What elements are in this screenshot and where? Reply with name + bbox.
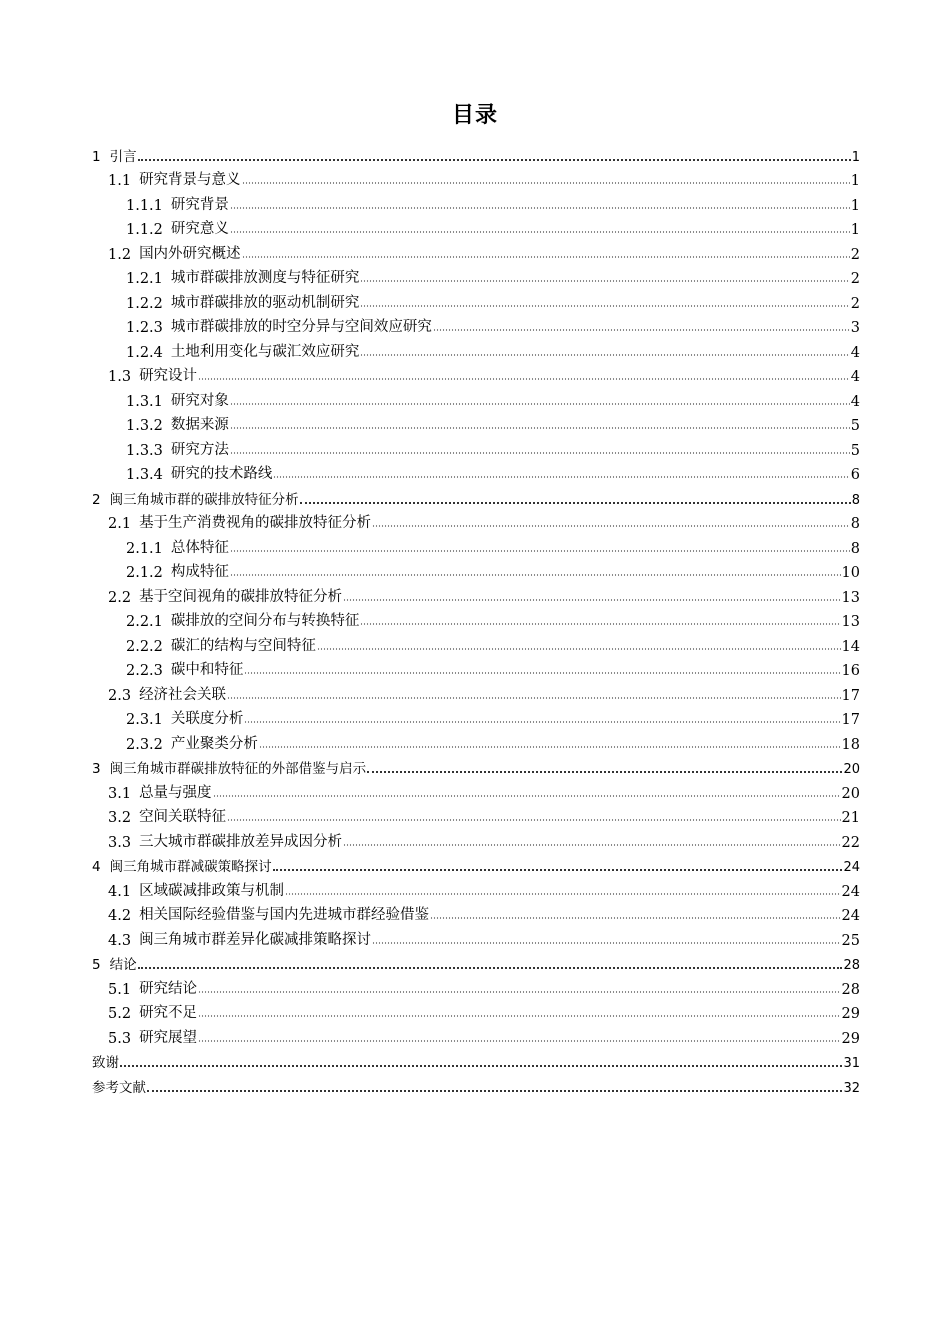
toc-entry[interactable] <box>92 410 860 435</box>
toc-entry-page: 20 <box>841 785 860 802</box>
toc-entry[interactable] <box>92 900 860 925</box>
toc-entry-number: 2 <box>92 491 101 508</box>
toc-entry-page: 4 <box>850 344 860 361</box>
toc-entry-title: 闽三角城市群的碳排放特征分析 <box>109 491 299 508</box>
toc-dot-leader <box>430 917 840 919</box>
toc-entry-title: 研究对象 <box>170 392 229 409</box>
toc-entry-page: 25 <box>841 932 860 949</box>
toc-entry-title: 研究的技术路线 <box>170 466 273 482</box>
toc-entry-page: 1 <box>850 222 860 238</box>
toc-entry[interactable] <box>92 826 860 851</box>
toc-entry-page: 16 <box>841 663 860 679</box>
toc-entry-number: 1.2.1 <box>126 271 163 287</box>
toc-entry[interactable] <box>92 973 860 998</box>
toc-entry-page: 2 <box>850 246 860 263</box>
toc-entry-number: 2.2.3 <box>126 663 163 679</box>
toc-entry-page: 1 <box>851 149 860 165</box>
toc-entry-number: 2.3 <box>108 687 132 704</box>
toc-entry-number: 2.1 <box>108 516 132 532</box>
toc-entry-title: 碳汇的结构与空间特征 <box>170 637 316 654</box>
toc-entry[interactable] <box>92 1047 860 1072</box>
toc-dot-leader <box>259 746 841 748</box>
table-of-contents <box>92 140 860 1096</box>
toc-dot-leader <box>360 623 840 625</box>
toc-entry-number: 3.1 <box>108 785 132 802</box>
toc-entry-page: 24 <box>841 883 860 900</box>
toc-entry-title: 产业聚类分析 <box>170 735 258 752</box>
toc-entry[interactable] <box>92 165 860 190</box>
toc-dot-leader <box>230 403 850 405</box>
toc-entry-title: 城市群碳排放测度与特征研究 <box>170 270 360 286</box>
toc-entry[interactable] <box>92 214 860 239</box>
toc-entry-number: 4 <box>92 859 101 875</box>
toc-entry-number: 1.1 <box>108 173 132 189</box>
toc-entry[interactable] <box>92 630 860 655</box>
toc-entry-number: 4.1 <box>108 883 132 900</box>
toc-entry-title: 三大城市群碳排放差异成因分析 <box>139 833 343 850</box>
toc-entry-title: 引言 <box>109 148 137 165</box>
toc-entry[interactable] <box>92 189 860 214</box>
toc-entry[interactable] <box>92 532 860 557</box>
toc-entry-title: 基于生产消费视角的碳排放特征分析 <box>139 515 372 531</box>
toc-entry-number: 2.3.2 <box>126 736 163 753</box>
toc-entry-page: 1 <box>850 197 860 214</box>
toc-entry-number: 3 <box>92 761 101 777</box>
toc-dot-leader <box>242 256 850 258</box>
toc-entry-page: 13 <box>841 589 860 606</box>
toc-entry-page: 17 <box>841 712 860 728</box>
toc-entry-title: 致谢 <box>92 1055 119 1071</box>
toc-entry[interactable] <box>92 459 860 484</box>
toc-entry-number: 4.3 <box>108 932 132 949</box>
toc-entry-number: 2.1.2 <box>126 565 163 581</box>
toc-entry-page: 5 <box>850 442 860 459</box>
toc-entry-title: 区域碳减排政策与机制 <box>139 882 285 899</box>
toc-entry[interactable] <box>92 434 860 459</box>
toc-dot-leader <box>273 867 843 871</box>
toc-entry[interactable] <box>92 704 860 729</box>
toc-dot-leader <box>230 550 850 552</box>
toc-entry-title: 总量与强度 <box>139 784 212 801</box>
toc-dot-leader <box>244 672 840 674</box>
toc-entry-title: 基于空间视角的碳排放特征分析 <box>139 588 343 605</box>
toc-entry-number: 1.1.1 <box>126 197 163 214</box>
toc-dot-leader <box>367 769 842 773</box>
toc-entry[interactable] <box>92 557 860 582</box>
toc-entry-number: 2.1.1 <box>126 540 163 557</box>
toc-entry-number: 1.3.2 <box>126 418 163 434</box>
toc-entry-number: 5.3 <box>108 1030 132 1047</box>
toc-dot-leader <box>198 378 850 380</box>
toc-entry[interactable] <box>92 924 860 949</box>
toc-entry-number: 1.2 <box>108 246 132 263</box>
toc-entry-title: 研究背景 <box>170 196 229 213</box>
toc-entry-title: 碳中和特征 <box>170 662 244 678</box>
toc-entry-page: 3 <box>850 320 860 336</box>
toc-entry[interactable] <box>92 238 860 263</box>
toc-entry-title: 总体特征 <box>170 539 229 556</box>
toc-entry-page: 10 <box>841 565 860 581</box>
toc-entry-page: 13 <box>841 614 860 630</box>
toc-dot-leader <box>343 599 840 601</box>
toc-dot-leader <box>198 991 840 993</box>
toc-entry[interactable] <box>92 851 860 876</box>
toc-entry-page: 2 <box>850 271 860 287</box>
toc-entry-number: 1.3.3 <box>126 442 163 459</box>
toc-entry-number: 2.2.2 <box>126 638 163 655</box>
toc-dot-leader <box>230 452 850 454</box>
toc-dot-leader <box>285 893 840 895</box>
toc-entry-page: 32 <box>843 1080 860 1096</box>
toc-dot-leader <box>213 795 841 797</box>
toc-entry-page: 2 <box>850 295 860 312</box>
toc-entry-title: 研究背景与意义 <box>139 172 241 188</box>
toc-dot-leader <box>138 965 843 969</box>
toc-entry-page: 8 <box>850 540 860 557</box>
toc-dot-leader <box>372 942 840 944</box>
toc-entry-title: 数据来源 <box>170 417 229 433</box>
toc-entry[interactable] <box>92 949 860 974</box>
toc-entry[interactable] <box>92 875 860 900</box>
toc-entry-page: 5 <box>850 418 860 434</box>
toc-entry[interactable] <box>92 1071 860 1096</box>
toc-entry-page: 28 <box>843 958 860 973</box>
toc-entry[interactable] <box>92 655 860 680</box>
toc-entry[interactable] <box>92 679 860 704</box>
toc-dot-leader <box>360 280 849 282</box>
toc-entry[interactable] <box>92 263 860 288</box>
toc-entry-page: 4 <box>850 393 860 410</box>
toc-entry-number: 1.1.2 <box>126 222 163 238</box>
toc-entry-title: 参考文献 <box>92 1079 146 1096</box>
toc-entry-number: 1.3.4 <box>126 467 163 483</box>
toc-entry-title: 构成特征 <box>170 564 229 580</box>
toc-title: 目录 <box>451 103 498 128</box>
toc-entry-title: 碳排放的空间分布与转换特征 <box>170 613 360 629</box>
toc-dot-leader <box>230 427 850 429</box>
toc-entry-title: 城市群碳排放的时空分异与空间效应研究 <box>170 319 432 335</box>
toc-entry-number: 5.2 <box>108 1006 132 1022</box>
toc-entry-number: 1.3 <box>108 369 132 385</box>
toc-entry-number: 5 <box>92 957 101 973</box>
toc-dot-leader <box>273 476 849 478</box>
toc-entry-page: 14 <box>841 638 860 655</box>
toc-entry-number: 2.2.1 <box>126 614 163 630</box>
toc-entry-page: 8 <box>851 492 860 508</box>
toc-entry-number: 2.3.1 <box>126 712 163 728</box>
toc-entry-title: 经济社会关联 <box>139 686 227 703</box>
toc-dot-leader <box>227 697 840 699</box>
toc-entry-page: 20 <box>843 762 860 777</box>
toc-dot-leader <box>120 1063 842 1067</box>
toc-dot-leader <box>227 819 840 821</box>
toc-entry-title: 空间关联特征 <box>139 809 227 825</box>
toc-dot-leader <box>343 844 840 846</box>
toc-entry-page: 24 <box>841 908 860 924</box>
toc-entry-page: 31 <box>843 1056 860 1071</box>
toc-entry-title: 土地利用变化与碳汇效应研究 <box>170 343 360 360</box>
toc-entry-number: 1 <box>92 148 101 165</box>
toc-entry-title: 研究不足 <box>139 1005 198 1021</box>
toc-entry[interactable] <box>92 483 860 508</box>
toc-entry-page: 21 <box>841 810 860 826</box>
toc-dot-leader <box>372 525 850 527</box>
toc-entry-title: 研究意义 <box>170 221 229 237</box>
toc-entry[interactable] <box>92 312 860 337</box>
toc-dot-leader <box>138 157 851 161</box>
toc-entry-title: 城市群碳排放的驱动机制研究 <box>170 294 360 311</box>
toc-entry-page: 8 <box>850 516 860 532</box>
toc-entry-title: 相关国际经验借鉴与国内先进城市群经验借鉴 <box>139 907 430 923</box>
toc-entry-title: 关联度分析 <box>170 711 244 727</box>
toc-entry-number: 4.2 <box>108 908 132 924</box>
toc-entry-number: 1.2.4 <box>126 344 163 361</box>
toc-entry[interactable] <box>92 606 860 631</box>
toc-entry[interactable] <box>92 1022 860 1047</box>
toc-entry[interactable] <box>92 287 860 312</box>
toc-entry-number: 5.1 <box>108 981 132 998</box>
toc-entry-title: 闽三角城市群差异化碳减排策略探讨 <box>139 931 372 948</box>
toc-dot-leader <box>433 329 850 331</box>
toc-entry-page: 18 <box>841 736 860 753</box>
toc-entry-page: 1 <box>850 173 860 189</box>
toc-entry-title: 研究展望 <box>139 1029 198 1046</box>
toc-entry-title: 研究设计 <box>139 368 198 384</box>
toc-entry-page: 29 <box>841 1030 860 1047</box>
toc-dot-leader <box>198 1040 840 1042</box>
toc-dot-leader <box>198 1015 840 1017</box>
toc-dot-leader <box>230 574 841 576</box>
toc-entry-page: 22 <box>841 834 860 851</box>
toc-entry[interactable] <box>92 140 860 165</box>
toc-entry[interactable] <box>92 336 860 361</box>
toc-entry-title: 闽三角城市群减碳策略探讨 <box>109 859 272 875</box>
toc-entry-number: 1.3.1 <box>126 393 163 410</box>
toc-entry[interactable] <box>92 508 860 533</box>
toc-entry[interactable] <box>92 385 860 410</box>
toc-entry-page: 24 <box>843 860 860 875</box>
toc-entry-title: 研究结论 <box>139 980 198 997</box>
toc-entry[interactable] <box>92 728 860 753</box>
toc-dot-leader <box>317 648 841 650</box>
toc-entry-page: 29 <box>841 1006 860 1022</box>
toc-entry[interactable] <box>92 361 860 386</box>
toc-entry-page: 28 <box>841 981 860 998</box>
toc-entry[interactable] <box>92 777 860 802</box>
toc-entry-number: 2.2 <box>108 589 132 606</box>
toc-entry-page: 17 <box>841 687 860 704</box>
toc-dot-leader <box>230 231 850 233</box>
toc-entry[interactable] <box>92 581 860 606</box>
toc-entry-page: 6 <box>850 467 860 483</box>
toc-dot-leader <box>242 182 850 184</box>
toc-dot-leader <box>230 207 850 209</box>
toc-entry[interactable] <box>92 753 860 778</box>
toc-entry-number: 3.3 <box>108 834 132 851</box>
toc-entry-title: 研究方法 <box>170 441 229 458</box>
toc-entry-page: 4 <box>850 369 860 385</box>
toc-entry-title: 闽三角城市群碳排放特征的外部借鉴与启示 <box>109 761 367 777</box>
toc-dot-leader <box>360 354 849 356</box>
toc-dot-leader <box>244 721 840 723</box>
toc-entry-title: 国内外研究概述 <box>139 245 241 262</box>
toc-dot-leader <box>360 305 849 307</box>
toc-entry[interactable] <box>92 998 860 1023</box>
toc-dot-leader <box>147 1088 842 1092</box>
toc-dot-leader <box>300 500 851 504</box>
toc-entry-number: 3.2 <box>108 810 132 826</box>
toc-entry-title: 结论 <box>109 957 137 973</box>
toc-entry-number: 1.2.3 <box>126 320 163 336</box>
toc-entry[interactable] <box>92 802 860 827</box>
toc-entry-number: 1.2.2 <box>126 295 163 312</box>
